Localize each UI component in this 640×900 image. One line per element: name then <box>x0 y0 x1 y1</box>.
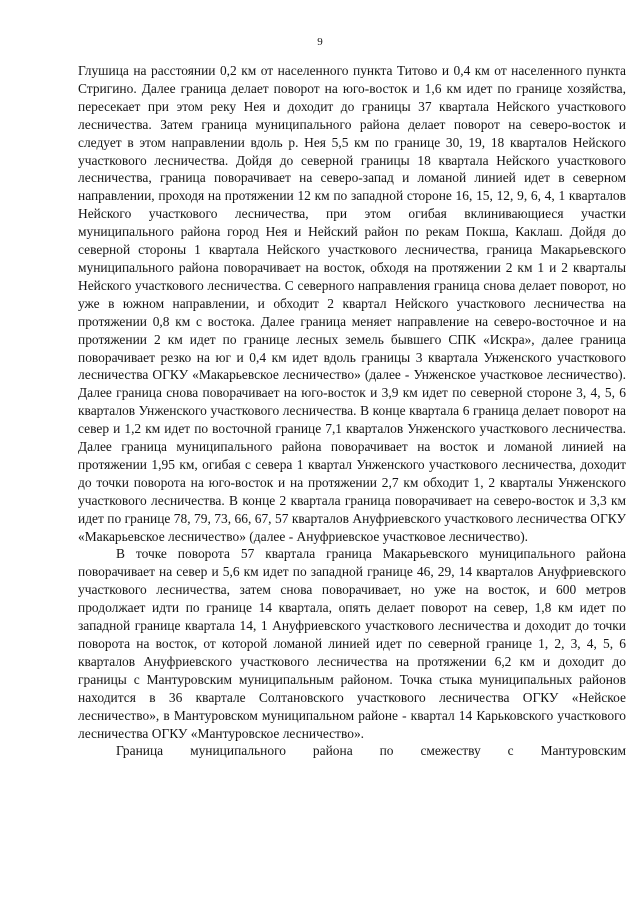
page-number: 9 <box>317 36 323 48</box>
paragraph-turn-point-57: В точке поворота 57 квартала граница Макарьевского муниципального района поворачивает на север и 5,6 км идет по западной границе 46, 29, 14 кварталов Ануфриевского участкового лесничества, затем снова поворачивает, но уже на восток, и 600 метров продолжает идти по границе 14 квартала, опять делает поворот на север, 1,8 км идет по западной границе квартала 14, 1 Ануфриевского участкового лесничества и доходит до точки поворота на восток, от которой ломаной линией идет по северной границе 1, 2, 3, 4, 5, 6 кварталов Ануфриевского участкового лесничества на протяжении 6,2 км и доходит до границы с Мантуровским муниципальным районом. Точка стыка муниципальных районов находится в 36 квартале Солтановского участкового лесничества ОГКУ «Нейское лесничество», в Мантуровском муниципальном районе - квартал 14 Карьковского участкового лесничества ОГКУ «Мантуровское лесничество». <box>78 546 626 741</box>
paragraph-boundary-continuation: Глушица на расстоянии 0,2 км от населенного пункта Титово и 0,4 км от населенного пункта Стригино. Далее граница делает поворот на юго-восток и 1,6 км идет по границе хозяйства, пересекает при этом реку Нея и доходит до границы 37 квартала Нейского участкового лесничества. Затем граница муниципального района делает поворот на северо-восток и следует в этом направлении вдоль р. Нея 5,5 км по границе 30, 19, 18 кварталов Нейского участкового лесничества. Дойдя до северной границы 18 квартала Нейского участкового лесничества, граница поворачивает на северо-запад и ломаной линией идет в северном направлении, проходя на протяжении 12 км по западной стороне 16, 15, 12, 9, 6, 4, 1 кварталов Нейского участкового лесничества, при этом огибая вклинивающиеся участки муниципального района город Нея и Нейский район по рекам Покша, Каклаш. Дойдя до северной стороны 1 квартала Нейского участкового лесничества, граница Макарьевского муниципального района поворачивает на восток, обходя на протяжении 2 км 1 и 2 кварталы Нейского участкового лесничества. С северного направления граница снова делает поворот, но уже в южном направлении, и обходит 2 квартал Нейского участкового лесничества на протяжении 0,8 км с востока. Далее граница меняет направление на северо-восточное и на протяжении 2 км идет по границе лесных земель бывшего СПК «Искра», далее граница поворачивает резко на юг и 0,4 км идет вдоль границы 3 квартала Унженского участкового лесничества ОГКУ «Макарьевское лесничество» (далее - Унженское участковое лесничество). Далее граница снова поворачивает на юго-восток и 3,9 км идет по северной стороне 3, 4, 5, 6 кварталов Унженского участкового лесничества. В конце квартала 6 граница делает поворот на север и 1,2 км идет по восточной границе 7,1 кварталов Унженского участкового лесничества. Далее граница муниципального района поворачивает на восток и ломаной линией на протяжении 1,95 км, огибая с севера 1 квартал Унженского участкового лесничества, доходит до точки поворота на юго-восток и на протяжении 2,7 км обходит 1, 2 кварталы Унженского участкового лесничества. В конце 2 квартала граница поворачивает на северо-восток и 3,3 км идет по границе 78, 79, 73, 66, 67, 57 кварталов Ануфриевского участкового лесничества ОГКУ «Макарьевское лесничество» (далее - Ануфриевское участковое лесничество). <box>78 63 626 544</box>
document-body <box>78 62 626 760</box>
paragraph-mantourovo-boundary: Граница муниципального района по смежеству с Мантуровским <box>116 743 626 759</box>
